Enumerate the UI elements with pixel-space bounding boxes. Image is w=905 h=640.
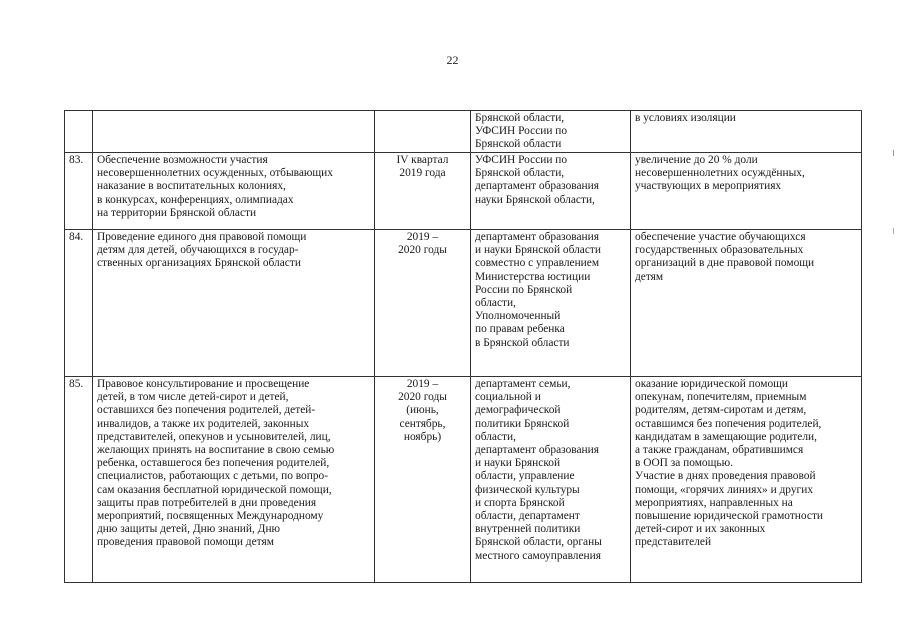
event-line: Проведение единого дня правовой помощи [97, 231, 307, 243]
event-cell [93, 377, 375, 583]
table-row [65, 230, 862, 377]
executors-line: области, управление [475, 470, 575, 483]
executors-line: совместно с управлением [475, 257, 600, 270]
num-line: 83. [69, 154, 84, 166]
table-row [65, 153, 862, 230]
executors-line: демографической [475, 404, 561, 417]
event-line: детей, в том числе детей-сирот и детей, [97, 391, 289, 404]
event-line: инвалидов, а также их родителей, законных [97, 417, 310, 430]
period-line: 2020 годы [398, 244, 447, 257]
table-row [65, 377, 862, 583]
executors-line: департамент семьи, [475, 378, 571, 390]
event-line: специалистов, работающих с детьми, по вопро- [97, 470, 329, 483]
executors-line: России по Брянской [475, 283, 573, 296]
executors-line: внутренней политики [475, 523, 581, 536]
page-number: 22 [446, 53, 459, 67]
result-line: в условиях изоляции [635, 112, 736, 124]
executors-line: области, [475, 430, 516, 443]
period-line: 2019 – [406, 378, 439, 390]
event-line: мероприятий, посвященных Международному [97, 510, 324, 523]
period-line: IV квартал [396, 154, 449, 166]
executors-line: области, департамент [475, 510, 580, 523]
executors-line: и науки Брянской [475, 457, 561, 470]
executors-line: департамент образования [475, 444, 599, 457]
executors-line: УФСИН России по [475, 125, 568, 138]
table-row [65, 111, 862, 153]
result-line: увеличение до 20 % доли [635, 154, 758, 166]
row-number-cell [65, 153, 93, 230]
result-cell [631, 111, 862, 153]
event-cell [93, 230, 375, 377]
executors-cell [471, 111, 631, 153]
result-line: обеспечение участие обучающихся [635, 231, 806, 243]
event-line: оставшихся без попечения родителей, детей- [97, 404, 316, 417]
event-line: детям для детей, обучающихся в государ- [97, 244, 299, 257]
executors-line: по правам ребенка [475, 323, 565, 336]
event-line: желающих принять на воспитание в свою семью [97, 444, 335, 457]
executors-line: политики Брянской [475, 417, 570, 430]
scan-artifact [893, 228, 894, 234]
result-line: опекунам, попечителям, приемным [635, 391, 807, 404]
result-line: государственных образовательных [635, 244, 804, 257]
event-line: Обеспечение возможности участия [97, 154, 268, 166]
event-line: ственных организациях Брянской области [97, 257, 301, 270]
executors-line: в Брянской области [475, 336, 570, 349]
result-line: детям [635, 270, 664, 283]
executors-line: Министерства юстиции [475, 270, 591, 283]
executors-line: Брянской области [475, 138, 562, 151]
result-line: мероприятиях, направленных на [635, 496, 793, 509]
executors-cell [471, 230, 631, 377]
result-cell [631, 230, 862, 377]
result-line: кандидатам в замещающие родители, [635, 430, 817, 443]
scan-artifact [893, 150, 894, 156]
result-line: повышение юридической грамотности [635, 510, 824, 523]
executors-line: и спорта Брянской [475, 496, 565, 509]
event-line: защиты прав потребителей в дни проведения [97, 496, 317, 509]
executors-line: науки Брянской области, [475, 193, 595, 206]
result-line: оставшимся без попечения родителей, [635, 417, 822, 430]
event-line: наказание в воспитательных колониях, [97, 180, 286, 193]
period-cell [375, 111, 471, 153]
result-line: детей-сирот и их законных [635, 523, 766, 536]
row-number-cell [65, 230, 93, 377]
period-cell [375, 153, 471, 230]
result-line: участвующих в мероприятиях [635, 180, 782, 193]
result-line: несовершеннолетних осуждённых, [635, 167, 805, 180]
event-cell [93, 153, 375, 230]
executors-line: местного самоуправления [475, 549, 601, 562]
period-line: сентябрь, [399, 417, 446, 430]
executors-line: Брянской области, [475, 167, 565, 180]
event-line: несовершеннолетних осужденных, отбывающих [97, 167, 333, 180]
event-line: проведения правовой помощи детям [97, 536, 274, 549]
executors-line: физической культуры [475, 483, 580, 496]
period-line: (июнь, [406, 404, 439, 417]
num-line: 85. [69, 378, 84, 390]
result-cell [631, 153, 862, 230]
executors-line: УФСИН России по [475, 154, 568, 166]
executors-line: социальной и [475, 391, 541, 404]
event-line: представителей, опекунов и усыновителей, лиц, [97, 430, 331, 443]
executors-line: департамент образования [475, 231, 599, 243]
result-line: помощи, «горячих линиях» и других [635, 483, 814, 496]
executors-cell [471, 377, 631, 583]
executors-line: и науки Брянской области [475, 244, 601, 257]
event-line: ребенка, оставшегося без попечения родителей, [97, 457, 330, 470]
event-line: Правовое консультирование и просвещение [97, 378, 310, 390]
period-cell [375, 377, 471, 583]
result-line: организаций в дне правовой помощи [635, 257, 815, 270]
period-line: 2019 года [399, 167, 446, 180]
executors-line: Брянской области, [475, 112, 565, 124]
period-line: ноябрь) [403, 430, 442, 443]
executors-cell [471, 153, 631, 230]
result-line: а также гражданам, обратившимся [635, 444, 804, 457]
executors-line: Уполномоченный [475, 310, 561, 323]
event-line: на территории Брянской области [97, 206, 257, 219]
result-line: родителям, детям-сиротам и детям, [635, 404, 807, 417]
measures-table [64, 110, 862, 583]
executors-line: департамент образования [475, 180, 599, 193]
row-number-cell [65, 111, 93, 153]
event-line: дню защиты детей, Дню знаний, Дню [97, 523, 281, 536]
row-number-cell [65, 377, 93, 583]
result-line: Участие в днях проведения правовой [635, 470, 816, 483]
period-line: 2020 годы [398, 391, 447, 404]
result-line: представителей [635, 536, 712, 549]
period-line: 2019 – [406, 231, 439, 243]
period-cell [375, 230, 471, 377]
executors-line: области, [475, 297, 516, 310]
num-line: 84. [69, 231, 84, 243]
result-cell [631, 377, 862, 583]
executors-line: Брянской области, органы [475, 536, 602, 549]
event-line: в конкурсах, конференциях, олимпиадах [97, 193, 294, 206]
event-cell [93, 111, 375, 153]
event-line: сам оказания бесплатной юридической помощи, [97, 483, 332, 496]
result-line: оказание юридической помощи [635, 378, 789, 390]
result-line: в ООП за помощью. [635, 457, 733, 470]
